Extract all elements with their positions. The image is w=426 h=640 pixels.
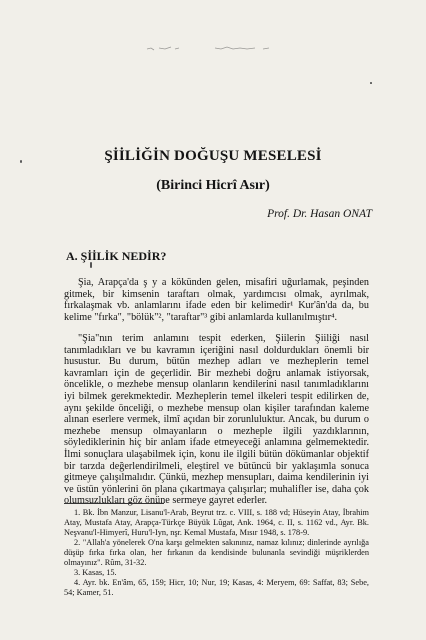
footnote: 1. Bk. İbn Manzur, Lisanu'l-Arab, Beyrut trz. c. VIII, s. 188 vd; Hüseyin Atay, İbrahim Atay, Mustafa Atay, Arapça-Türkçe Büyük Lûgat, Ank. 1964, c. II, s. 1162 vd., Ayr. Bk. Neşvanu'l-Himyerî, Huru'l-Iyn, nşr. Kemal Mustafa, Mısır 1948, s. 178-9.: [64, 508, 369, 537]
section-heading: A. ŞİİLİK NEDİR?: [66, 249, 167, 263]
paragraph-block: [64, 333, 369, 507]
article-title: ŞİİLİĞİN DOĞUŞU MESELESİ: [104, 148, 322, 164]
footnote-divider: [64, 503, 164, 504]
scan-noise-marks: [145, 44, 285, 52]
body-paragraph: Şia, Arapça'da ş y a kökünden gelen, misafiri uğurlamak, peşinden gitmek, bir kimsenin taraftarı olmak, yardımcısı olmak, ayrılmak, fırkalaşmak vb. anlamlarını ifade eden bir kelimedir¹ Kur'ân'da da, bu kelime "fırka", "bölük"², "taraftar"³ gibi anlamlarda kullanılmıştır⁴.: [64, 277, 369, 323]
footnote: 2. "Allah'a yönelerek O'na karşı gelmekten sakınınız, namaz kılınız; dinlerinde ayrılığa düşüp fırka fırka olan, her fırkanın da kendisinde bulunanla sevindiği müşriklerden olmayınız". Rûm, 31-32.: [64, 538, 369, 567]
paragraph-block: [64, 277, 369, 323]
author-name: Prof. Dr. Hasan ONAT: [267, 208, 372, 220]
footnotes: [64, 508, 369, 598]
article-subtitle: (Birinci Hicrî Asır): [156, 178, 270, 193]
footnote: 4. Ayr. bk. En'âm, 65, 159; Hicr, 10; Nur, 19; Kasas, 4: Meryem, 69: Saffat, 83; Sebe, 54; Kamer, 51.: [64, 578, 369, 597]
scan-speck: [370, 82, 372, 84]
body-paragraph: "Şia"nın terim anlamını tespit ederken, Şiilerin Şiiliği nasıl tanımladıkları ve bu kavramın içeriğini nasıl doldurdukları önemli bir husustur. Bu durum, bütün mezhep adları ve mezheplerin temel kavramları için de geçerlidir. Bir mezhebi doğru anlamak istiyorsak, öncelikle, o mezhebe mensup olanların kendilerini nasıl tanımladıklarını iyi bilmek gerekmektedir. Mezheplerin temel ilkeleri tespit edilirken de, aynı şekilde önceliği, o mezhebe mensup olan kişiler tarafından kaleme alınan eserlere vermek, ilmî açıdan bir zorunluluktur. Ancak, bu durum o mezhebe mensup olmayanların o mezheple ilgili yazdıklarının, söylediklerinin hiç bir anlam ifade etmeyeceği anlamına gelmemektedir. İlmi sonuçlara ulaşabilmek için, konu ile ilgili bütün dökümanlar objektif bir tarzda değerlendirilmeli, eleştirel ve bütüncü bir yaklaşımla sonuca gitmeye çalışılmalıdır. Çünkü, mezhep mensupları, daima kendilerinin iyi ve üstün yönlerini ön plana çıkartmaya çalışırlar; muhalifler ise, daha çok olumsuzlukları göz önüne sermeye gayret ederler.: [64, 333, 369, 507]
footnote: 3. Kasas, 15.: [74, 568, 117, 577]
